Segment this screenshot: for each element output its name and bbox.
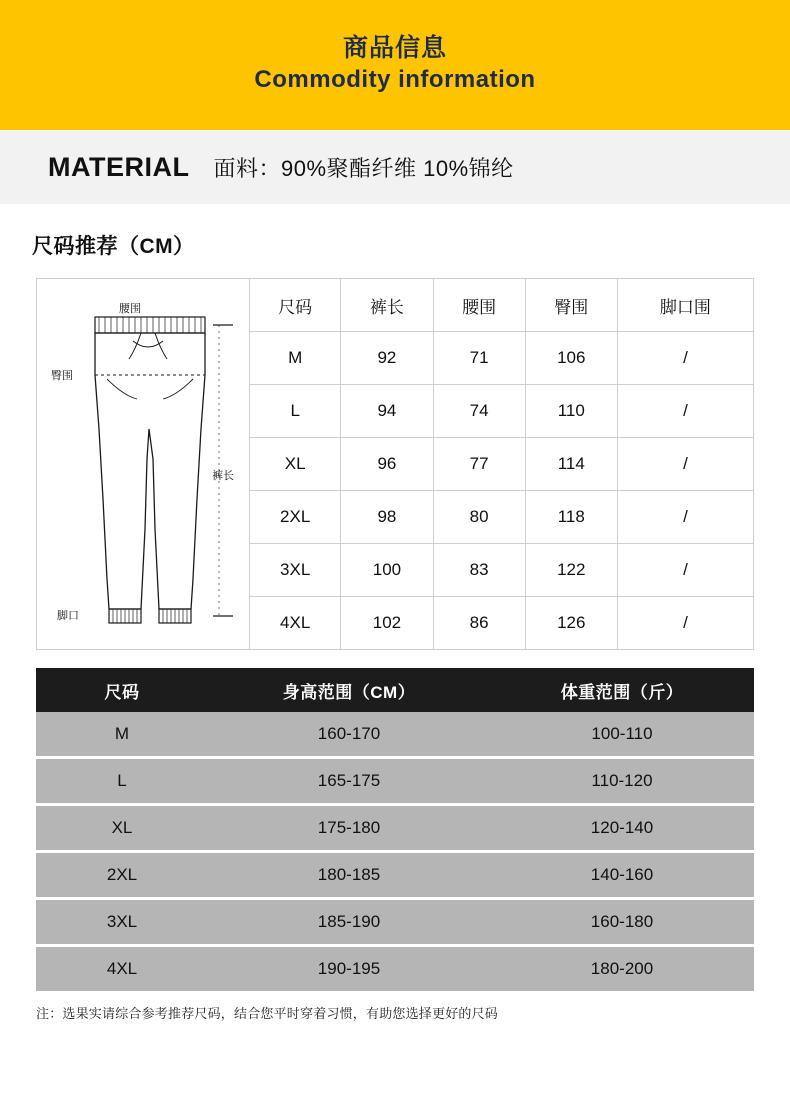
measure-cell: 96: [341, 438, 433, 491]
hw-header-cell: 体重范围（斤）: [490, 668, 754, 712]
table-row: [250, 597, 753, 650]
hw-cell: 110-120: [490, 758, 754, 805]
hw-cell: 140-160: [490, 852, 754, 899]
table-row: [36, 946, 754, 992]
hw-cell: 180-200: [490, 946, 754, 992]
material-band: [0, 130, 790, 204]
pants-diagram: [37, 279, 250, 649]
measure-header-cell: 臀围: [525, 279, 617, 332]
hw-header-row: [36, 668, 754, 712]
measure-cell: 114: [525, 438, 617, 491]
material-value: 面料：90%聚酯纤维 10%锦纶: [213, 155, 514, 181]
hw-cell: 2XL: [36, 852, 208, 899]
measure-cell: 2XL: [250, 491, 341, 544]
hw-cell: 185-190: [208, 899, 490, 946]
measure-cell: 126: [525, 597, 617, 650]
hw-cell: XL: [36, 805, 208, 852]
diagram-length-label: 裤长: [212, 470, 234, 482]
measure-cell: 92: [341, 332, 433, 385]
table-row: [250, 544, 753, 597]
measure-cell: 98: [341, 491, 433, 544]
measure-cell: 86: [433, 597, 525, 650]
measurement-block: [36, 278, 754, 650]
diagram-hip-label: 臀围: [51, 370, 73, 382]
hw-cell: 160-180: [490, 899, 754, 946]
measure-cell: /: [617, 385, 753, 438]
measure-cell: 4XL: [250, 597, 341, 650]
hw-cell: M: [36, 712, 208, 758]
table-row: [36, 712, 754, 758]
header-title-cn: 商品信息: [342, 34, 447, 63]
measure-cell: 77: [433, 438, 525, 491]
measure-cell: 71: [433, 332, 525, 385]
measure-cell: /: [617, 332, 753, 385]
measure-header-cell: 腰围: [433, 279, 525, 332]
diagram-waist-label: 腰围: [119, 303, 141, 315]
measure-cell: /: [683, 613, 688, 632]
measure-cell: 118: [525, 491, 617, 544]
hw-cell: L: [36, 758, 208, 805]
table-row: [36, 852, 754, 899]
table-row: [36, 805, 754, 852]
measure-cell: 94: [341, 385, 433, 438]
hw-cell: 3XL: [36, 899, 208, 946]
measure-cell: 100: [341, 544, 433, 597]
size-note: 注：选果实请综合参考推荐尺码，结合您平时穿着习惯，有助您选择更好的尺码: [36, 1006, 499, 1021]
measure-cell: /: [617, 544, 753, 597]
measure-cell: /: [617, 438, 753, 491]
measure-cell: 3XL: [250, 544, 341, 597]
measurement-table: [250, 279, 753, 649]
hw-cell: 160-170: [208, 712, 490, 758]
size-section-title: 尺码推荐（CM）: [32, 235, 195, 258]
measure-cell: 106: [525, 332, 617, 385]
height-weight-table: [36, 668, 754, 991]
header-title-en: Commodity information: [254, 66, 536, 94]
hw-cell: 180-185: [208, 852, 490, 899]
page-header: [0, 0, 790, 130]
measure-cell: /: [617, 491, 753, 544]
measure-header-cell: 尺码: [250, 279, 341, 332]
measure-cell: XL: [250, 438, 341, 491]
measure-cell: 83: [433, 544, 525, 597]
hw-cell: 165-175: [208, 758, 490, 805]
measure-cell: L: [250, 385, 341, 438]
measure-cell: 74: [433, 385, 525, 438]
material-label: MATERIAL: [48, 151, 190, 182]
hw-cell: 190-195: [208, 946, 490, 992]
measure-cell: 102: [341, 597, 433, 650]
height-weight-section: [36, 668, 754, 991]
table-row: [250, 491, 753, 544]
table-row: [36, 758, 754, 805]
table-row: [250, 385, 753, 438]
measure-header-cell: 脚口围: [617, 279, 753, 332]
pants-illustration-svg: [37, 279, 249, 642]
table-row: [250, 332, 753, 385]
measure-header-cell: 裤长: [341, 279, 433, 332]
hw-cell: 4XL: [36, 946, 208, 992]
table-row: [250, 438, 753, 491]
hw-cell: 120-140: [490, 805, 754, 852]
diagram-cuff-label: 脚口: [57, 610, 79, 622]
table-row: [36, 899, 754, 946]
table-header-row: [250, 279, 753, 332]
hw-header-cell: 身高范围（CM）: [208, 668, 490, 712]
hw-cell: 100-110: [490, 712, 754, 758]
measure-cell: 122: [525, 544, 617, 597]
hw-header-cell: 尺码: [36, 668, 208, 712]
measure-cell: M: [250, 332, 341, 385]
hw-cell: 175-180: [208, 805, 490, 852]
measure-cell: 80: [433, 491, 525, 544]
measure-cell: 110: [525, 385, 617, 438]
